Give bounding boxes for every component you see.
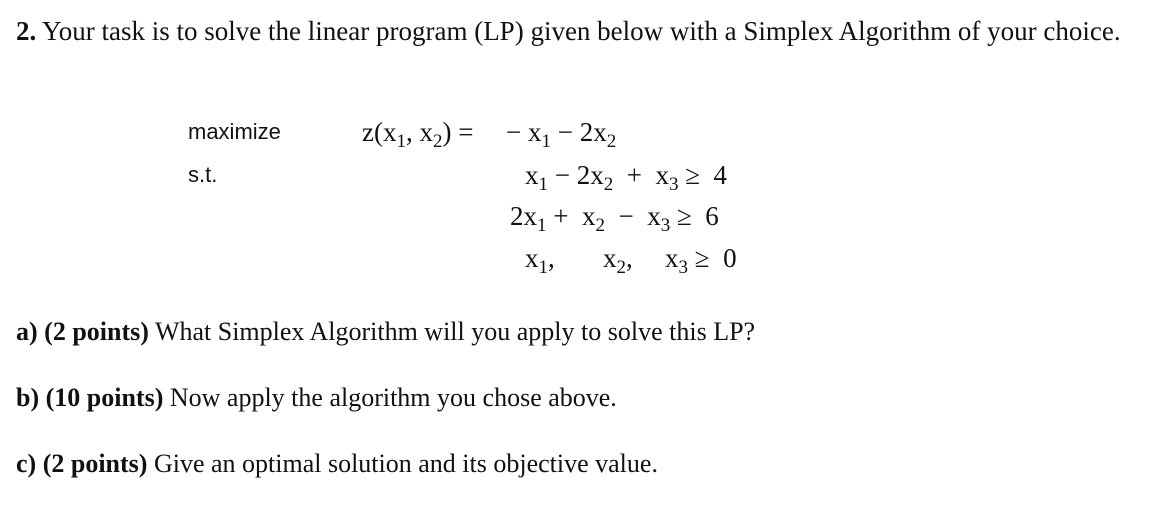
problem-intro-text: Your task is to solve the linear program (LP) given below with a Simplex Algorithm of your choice. xyxy=(42,16,1121,46)
question-b xyxy=(16,382,617,414)
nonnegativity-x2: $x_2$, xyxy=(603,243,633,278)
question-a-text: What Simplex Algorithm will you apply to solve this LP? xyxy=(154,317,756,346)
constraint-2: $2x_1 + x_2 - x_3 \ge 6$ xyxy=(510,201,719,236)
question-c xyxy=(16,448,658,480)
problem-number: 2. xyxy=(16,16,37,46)
question-b-label: b) (10 points) xyxy=(16,383,164,412)
objective-lhs: $z(x_1$, $x_2$) = xyxy=(362,117,474,152)
question-a xyxy=(16,316,755,348)
question-c-label: c) (2 points) xyxy=(16,449,148,478)
question-b-text: Now apply the algorithm you chose above. xyxy=(169,383,617,412)
question-c-text: Give an optimal solution and its objective value. xyxy=(153,449,658,478)
constraint-1: $x_1 - 2x_2 + x_3 \ge 4$ xyxy=(525,160,728,195)
constraint-label: s.t. xyxy=(188,162,218,187)
objective-rhs: − $x_1 - 2x_2$ xyxy=(506,117,617,152)
nonnegativity-x1: $x_1$, xyxy=(525,243,555,278)
question-a-label: a) (2 points) xyxy=(16,317,149,346)
objective-label: maximize xyxy=(188,119,281,144)
nonnegativity-x3: $x_3 \ge 0$ xyxy=(665,243,737,278)
